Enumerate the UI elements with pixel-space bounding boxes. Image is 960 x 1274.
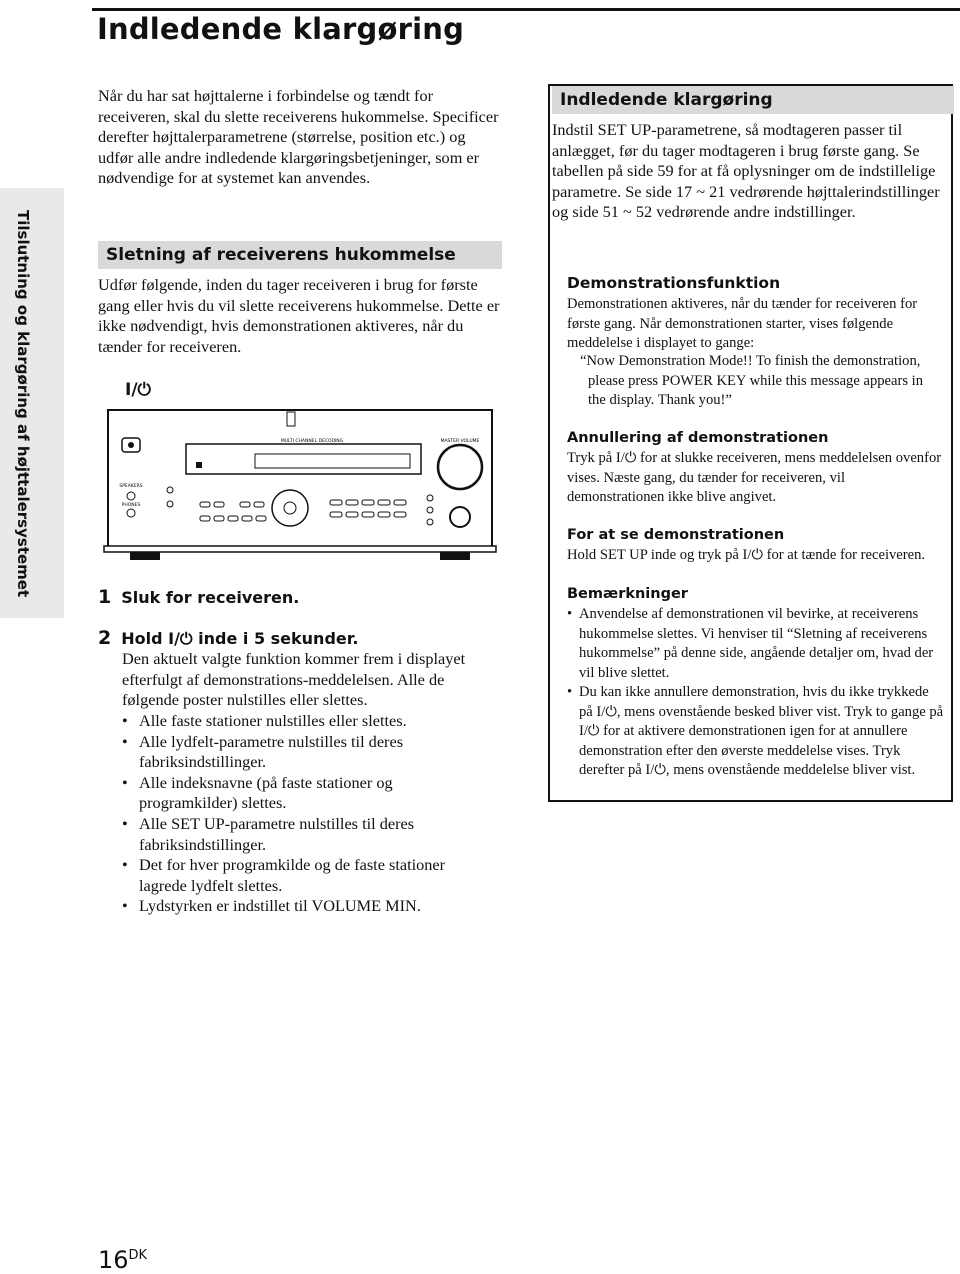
list-item: • Det for hver programkilde og de faste stationer lagrede lydfelt slettes. [122,855,482,896]
page-title: Indledende klargøring [97,12,465,46]
step-1-number: 1 [98,586,112,608]
page-number-value: 16 [98,1246,129,1274]
step-1-text: Sluk for receiveren. [121,588,300,607]
section-paragraph: Udfør følgende, inden du tager receiveren i brug for første gang eller hvis du vil slette receiverens hukommelse. Dette er ikke nødvendigt, hvis demonstrationen aktiveres, når du tænder for receiveren. [98,275,500,356]
volume-knob [438,445,482,489]
speakers-label: SPEAKERS [119,484,143,489]
list-item: • Alle lydfelt-parametre nulstilles til deres fabriksindstillinger. [122,732,482,773]
cancel-heading: Annullering af demonstrationen [567,430,829,446]
phones-label: PHONES [121,503,141,508]
list-item: • Alle indeksnavne (på faste stationer og programkilder) slettes. [122,773,482,814]
list-item: • Anvendelse af demonstrationen vil bevirke, at receiverens hukommelse slettes. Vi henviser til “Sletning af receiverens hukommelse” på denne side, angående detaljer om, hvad der vil blive slettet. [567,605,944,683]
demo-quote: “Now Demonstration Mode!! To finish the demonstration, please press POWER KEY while this message appears in the display. Thank you!” [580,353,924,408]
list-item: • Alle SET UP-parametre nulstilles til deres fabriksindstillinger. [122,814,482,855]
side-tab [0,188,64,618]
display-label: MULTI CHANNEL DECODING [280,439,344,444]
page-number-suffix: DK [128,1248,148,1263]
step-1 [98,586,299,608]
demo-heading: Demonstrationsfunktion [567,274,781,292]
step-2-text: Hold I/⏻ inde i 5 sekunder. [121,629,359,648]
right-heading: Indledende klargøring [552,86,954,114]
list-item: • Du kan ikke annullere demonstration, hvis du ikke trykkede på I/⏻, mens ovenstående besked bliver vist. Tryk to gange på I/⏻ for at aktivere demonstrationen igen for at annullere demonstration efter den øverste meddelelse vises. Tryk derefter på I/⏻, mens ovenstående meddelelse bliver vist. [567,683,944,781]
master-volume-label: MASTER VOLUME [440,439,480,444]
see-demo-text: Hold SET UP inde og tryk på I/⏻ for at tænde for receiveren. [567,547,926,563]
reset-list [122,711,482,917]
step-2 [98,627,358,649]
step-2-description: Den aktuelt valgte funktion kommer frem i displayet efterfulgt af demonstrations-meddelelsen. Alle de følgende poster nulstilles eller slettes. [122,649,466,710]
receiver-body [108,410,492,550]
intro-paragraph: Når du har sat højttalerne i forbindelse og tændt for receiveren, skal du slette receiverens hukommelse. Specificer derefter højttalerparametrene (størrelse, position etc.) og udfør alle andre indledende klargøringsbetjeninger, som er nødvendige for at systemet kan anvendes. [98,86,499,188]
step-2-number: 2 [98,627,112,649]
power-symbol-label: I/⏻ [125,380,151,400]
right-intro: Indstil SET UP-parametrene, så modtageren passer til anlægget, før du tager modtageren i brug første gang. Se tabellen på side 59 for at få oplysninger om de indstillelige parametre. Se side 17 ~ 21 vedrørende højttalerindstillinger og side 51 ~ 52 vedrørende andre indstillinger. [552,120,940,222]
header-rule [92,0,960,11]
demo-text: Demonstrationen aktiveres, når du tænder for receiveren for første gang. Når demonstrationen starter, vises følgende meddelelse i displayet to gange: [567,296,918,351]
list-item: • Lydstyrken er indstillet til VOLUME MIN. [122,896,482,917]
input-knob [450,507,470,527]
list-item: • Alle faste stationer nulstilles eller slettes. [122,711,482,732]
section-heading: Sletning af receiverens hukommelse [98,241,502,269]
receiver-illustration [100,400,500,565]
notes-list [567,605,944,781]
see-demo-heading: For at se demonstrationen [567,527,785,543]
page-number [98,1246,147,1274]
side-tab-label: Tilslutning og klargøring af højttalersystemet [14,210,32,598]
cancel-text: Tryk på I/⏻ for at slukke receiveren, mens meddelelsen ovenfor vises. Næste gang, du tænder for receiveren, vil demonstrationen ikke blive angivet. [567,450,942,505]
notes-heading: Bemærkninger [567,586,688,602]
